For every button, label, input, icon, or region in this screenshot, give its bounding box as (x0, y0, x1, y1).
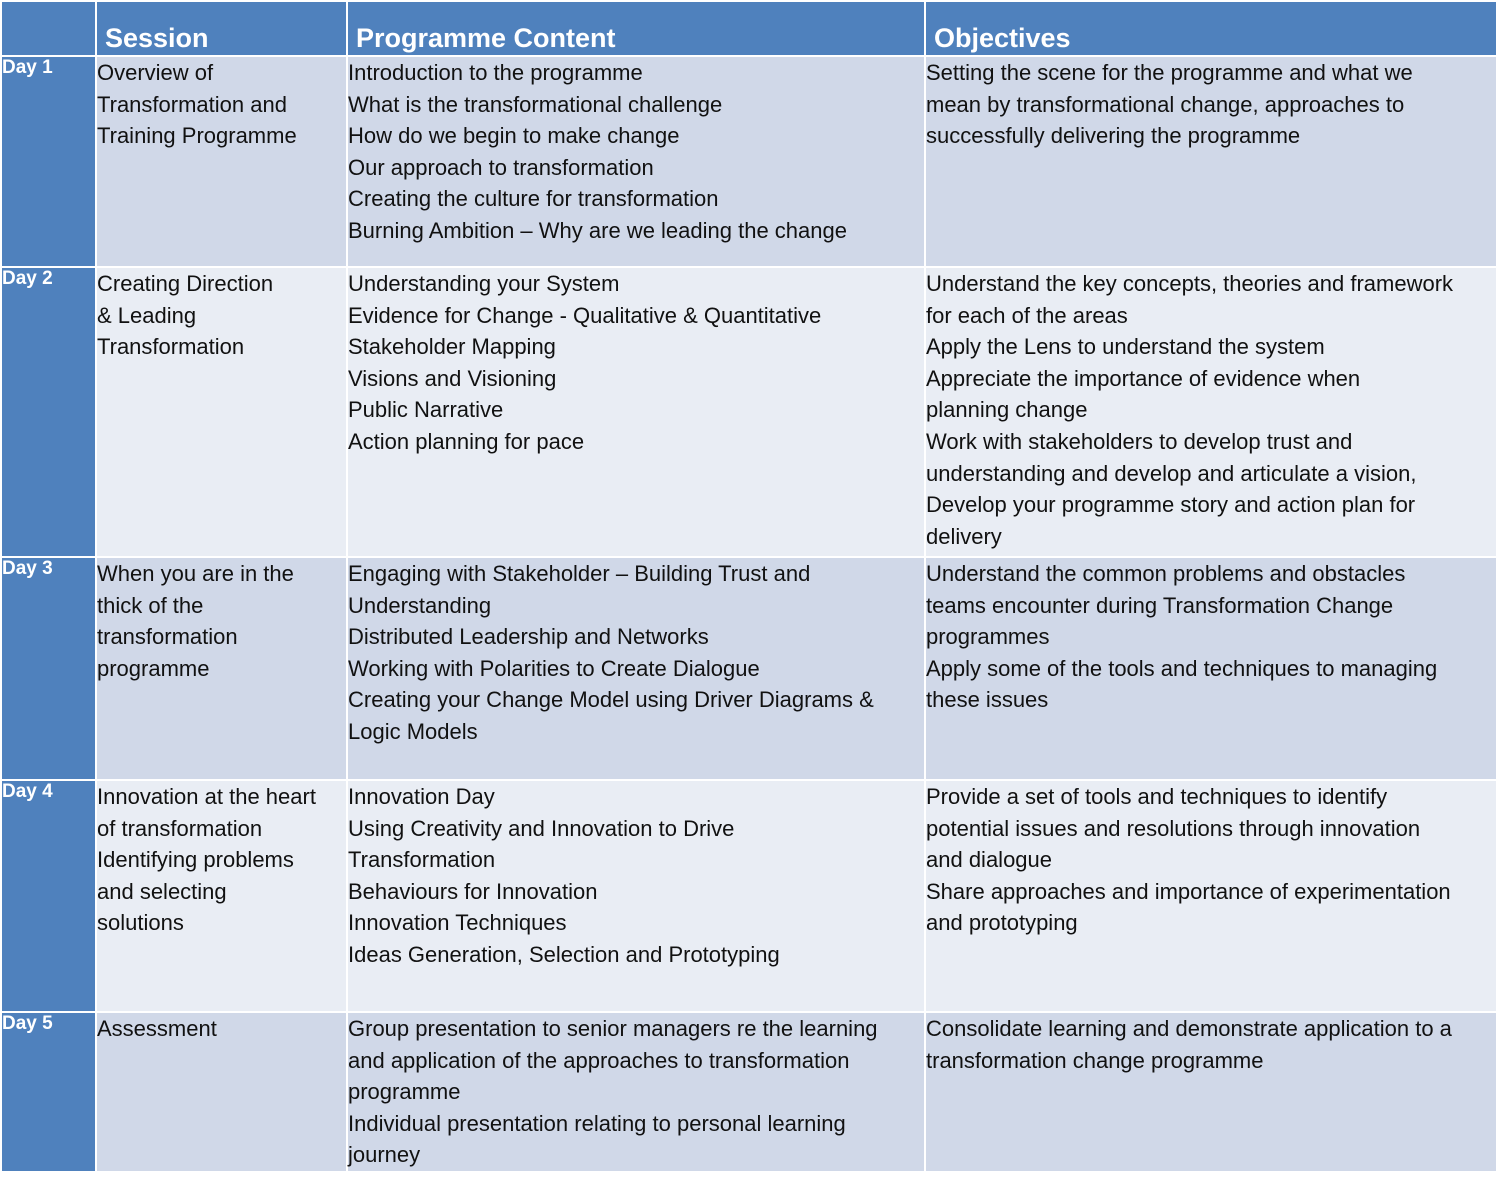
day-label: Day 3 (1, 557, 96, 780)
session-cell (96, 56, 347, 267)
session-line: thick of the (97, 592, 204, 618)
session-line: Identifying problems (97, 847, 294, 873)
day-label: Day 1 (1, 56, 96, 267)
session-line: Innovation at the heart (97, 784, 316, 809)
content-cell (347, 780, 925, 1012)
session-line: & Leading (97, 302, 197, 328)
objectives-line: programmes (926, 624, 1050, 650)
content-line: Burning Ambition – Why are we leading the change (348, 217, 847, 243)
content-line: Ideas Generation, Selection and Prototyping (348, 941, 780, 967)
objectives-line: transformation change programme (926, 1047, 1264, 1073)
session-line: of transformation (97, 815, 263, 841)
objectives-line: successfully delivering the programme (926, 123, 1301, 149)
content-line: Using Creativity and Innovation to Drive (348, 815, 735, 841)
objectives-line: mean by transformational change, approaches to (926, 91, 1405, 117)
session-cell (96, 1012, 347, 1172)
objectives-cell (925, 267, 1496, 557)
objectives-line: understanding and develop and articulate a vision, (926, 460, 1417, 486)
content-line: Creating the culture for transformation (348, 186, 719, 212)
content-line: Creating your Change Model using Driver Diagrams & (348, 687, 874, 713)
session-cell (96, 557, 347, 780)
content-line: Innovation Techniques (348, 910, 567, 936)
objectives-line: and prototyping (926, 910, 1078, 936)
content-line: Our approach to transformation (348, 154, 654, 180)
content-line: Understanding your System (348, 271, 620, 296)
table-row (1, 557, 1496, 780)
content-line: Action planning for pace (348, 428, 585, 454)
objectives-line: Develop your programme story and action plan for (926, 492, 1416, 518)
content-line: What is the transformational challenge (348, 91, 723, 117)
table-row (1, 56, 1496, 267)
content-cell (347, 56, 925, 267)
header-objectives: Objectives (925, 1, 1496, 56)
content-line: Distributed Leadership and Networks (348, 624, 709, 650)
objectives-line: and dialogue (926, 847, 1053, 873)
objectives-line: planning change (926, 397, 1088, 423)
table-body (1, 56, 1496, 1172)
header-content: Programme Content (347, 1, 925, 56)
content-cell (347, 1012, 925, 1172)
content-line: Understanding (348, 592, 492, 618)
objectives-line: Understand the common problems and obstacles (926, 561, 1406, 586)
content-line: programme (348, 1079, 461, 1105)
session-line: When you are in the (97, 561, 294, 586)
session-line: Transformation (97, 334, 245, 360)
session-line: programme (97, 655, 210, 681)
header-session: Session (96, 1, 347, 56)
objectives-line: Setting the scene for the programme and what we (926, 60, 1413, 85)
table-row (1, 780, 1496, 1012)
content-line: Engaging with Stakeholder – Building Trust and (348, 561, 811, 586)
objectives-cell (925, 1012, 1496, 1172)
objectives-cell (925, 56, 1496, 267)
content-line: Working with Polarities to Create Dialogue (348, 655, 760, 681)
content-line: Visions and Visioning (348, 365, 557, 391)
day-label: Day 5 (1, 1012, 96, 1172)
objectives-line: Apply some of the tools and techniques to managing (926, 655, 1438, 681)
content-line: Public Narrative (348, 397, 504, 423)
table-row (1, 1012, 1496, 1172)
content-line: Logic Models (348, 718, 478, 744)
session-line: transformation (97, 624, 238, 650)
content-line: Introduction to the programme (348, 60, 643, 85)
session-line: Assessment (97, 1016, 217, 1041)
objectives-line: Provide a set of tools and techniques to identify (926, 784, 1388, 809)
content-cell (347, 557, 925, 780)
session-line: Transformation and (97, 91, 287, 117)
objectives-line: for each of the areas (926, 302, 1128, 328)
session-cell (96, 267, 347, 557)
header-corner (1, 1, 96, 56)
objectives-line: delivery (926, 523, 1002, 549)
content-line: Behaviours for Innovation (348, 878, 598, 904)
session-line: Training Programme (97, 123, 297, 149)
objectives-line: Understand the key concepts, theories and framework (926, 271, 1454, 296)
session-line: and selecting (97, 878, 227, 904)
objectives-line: teams encounter during Transformation Change (926, 592, 1394, 618)
content-line: Transformation (348, 847, 496, 873)
content-line: journey (348, 1142, 421, 1168)
content-line: Group presentation to senior managers re the learning (348, 1016, 878, 1041)
content-cell (347, 267, 925, 557)
objectives-cell (925, 780, 1496, 1012)
objectives-line: Share approaches and importance of experimentation (926, 878, 1451, 904)
day-label: Day 4 (1, 780, 96, 1012)
table-row (1, 267, 1496, 557)
content-line: and application of the approaches to transformation (348, 1047, 850, 1073)
objectives-line: Consolidate learning and demonstrate application to a (926, 1016, 1452, 1041)
header-row (1, 1, 1496, 56)
session-line: solutions (97, 910, 184, 936)
objectives-line: Apply the Lens to understand the system (926, 334, 1325, 360)
content-line: Individual presentation relating to personal learning (348, 1110, 846, 1136)
objectives-line: potential issues and resolutions through innovation (926, 815, 1421, 841)
objectives-line: Appreciate the importance of evidence when (926, 365, 1361, 391)
objectives-cell (925, 557, 1496, 780)
objectives-line: Work with stakeholders to develop trust and (926, 428, 1353, 454)
content-line: Innovation Day (348, 784, 495, 809)
objectives-line: these issues (926, 687, 1049, 713)
session-line: Overview of (97, 60, 214, 85)
content-line: Evidence for Change - Qualitative & Quantitative (348, 302, 822, 328)
session-cell (96, 780, 347, 1012)
content-line: How do we begin to make change (348, 123, 680, 149)
content-line: Stakeholder Mapping (348, 334, 556, 360)
session-line: Creating Direction (97, 271, 274, 296)
day-label: Day 2 (1, 267, 96, 557)
